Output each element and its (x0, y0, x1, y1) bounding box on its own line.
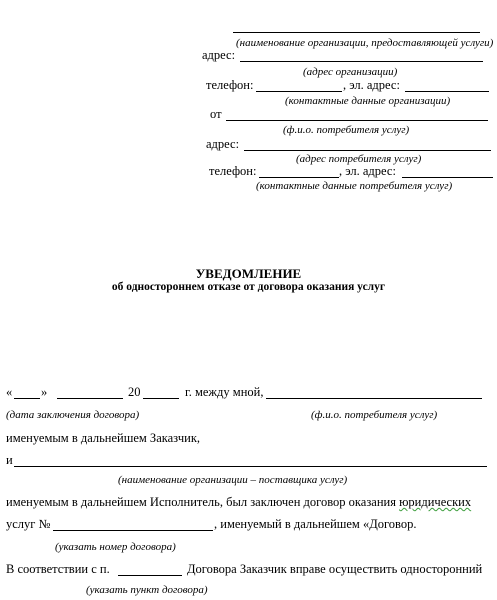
consumer-email-label: , эл. адрес: (339, 164, 396, 178)
consumer-fio-line[interactable] (266, 398, 482, 399)
quote-close: » (41, 385, 48, 399)
consumer-name-line[interactable] (226, 120, 488, 121)
consumer-address-label: адрес: (206, 137, 240, 151)
day-line[interactable] (14, 398, 40, 399)
and-label: и (6, 453, 13, 467)
month-line[interactable] (57, 398, 123, 399)
from-label: от (210, 107, 222, 121)
consumer-address-caption: (адрес потребителя услуг) (296, 153, 422, 165)
accordance-prefix: В соответствии с п. (6, 562, 110, 576)
services-suffix: , именуемый в дальнейшем «Договор. (214, 517, 417, 531)
accordance-suffix: Договора Заказчик вправе осуществить односторонний (187, 562, 483, 576)
org-email-line[interactable] (405, 91, 489, 92)
year-suffix: г. между мной, (185, 385, 264, 399)
clause-line[interactable] (118, 575, 182, 576)
org-supplier-caption: (наименование организации – поставщика услуг) (118, 474, 348, 486)
consumer-address-line[interactable] (244, 150, 491, 151)
clause-caption: (указать пункт договора) (86, 584, 208, 596)
org-contacts-caption: (контактные данные организации) (285, 95, 451, 107)
executor-line (6, 495, 471, 509)
consumer-phone-label: телефон: (209, 164, 257, 178)
contract-number-line[interactable] (53, 530, 213, 531)
executor-text-flagged-word: юридических (399, 495, 472, 509)
org-name-line[interactable] (233, 32, 480, 33)
org-email-label: , эл. адрес: (343, 78, 400, 92)
date-caption: (дата заключения договора) (6, 409, 140, 421)
org-supplier-line[interactable] (14, 466, 487, 467)
org-phone-line[interactable] (256, 91, 342, 92)
document-subtitle: об одностороннем отказе от договора оказания услуг (111, 281, 386, 293)
consumer-name-caption: (ф.и.о. потребителя услуг) (283, 124, 410, 136)
consumer-phone-line[interactable] (259, 177, 339, 178)
quote-open: « (6, 385, 13, 399)
customer-line: именуемым в дальнейшем Заказчик, (6, 431, 201, 445)
year-prefix: 20 (128, 385, 141, 399)
consumer-email-line[interactable] (402, 177, 493, 178)
org-phone-label: телефон: (206, 78, 254, 92)
org-address-line[interactable] (240, 61, 483, 62)
contract-number-caption: (указать номер договора) (55, 541, 176, 553)
document-title: УВЕДОМЛЕНИЕ (195, 266, 302, 281)
org-name-caption: (наименование организации, предоставляющей услуги) (236, 37, 494, 49)
org-address-caption: (адрес организации) (303, 66, 398, 78)
consumer-contacts-caption: (контактные данные потребителя услуг) (256, 180, 453, 192)
services-prefix: услуг № (6, 517, 51, 531)
year-line[interactable] (143, 398, 179, 399)
executor-text: именуемым в дальнейшем Исполнитель, был заключен договор оказания (6, 495, 396, 509)
consumer-fio-caption: (ф.и.о. потребителя услуг) (311, 409, 438, 421)
org-address-label: адрес: (202, 48, 236, 62)
